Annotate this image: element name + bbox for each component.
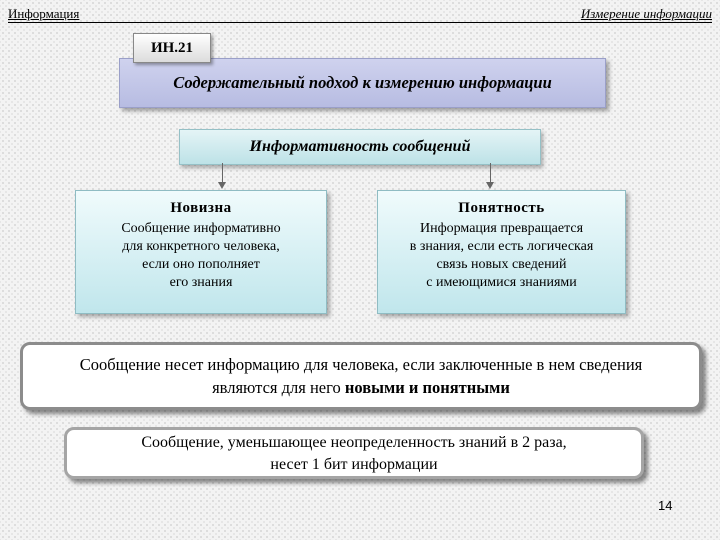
clarity-line: связь новых сведений xyxy=(436,257,567,272)
novelty-line: если оно пополняет xyxy=(142,257,260,272)
header-section-title: Информация xyxy=(8,6,80,21)
conclusion-prefix: являются для него xyxy=(212,378,345,397)
clarity-line: с имеющимися знаниями xyxy=(426,275,577,290)
conclusion-line-1: Сообщение несет информацию для человека, если заключенные в нем сведения xyxy=(79,355,643,374)
novelty-card xyxy=(75,190,327,314)
informativeness-box xyxy=(179,129,541,165)
clarity-title: Понятность xyxy=(458,200,545,216)
novelty-line: его знания xyxy=(169,275,233,290)
arrow-left-connector xyxy=(222,163,223,183)
novelty-description xyxy=(76,220,326,292)
bit-definition xyxy=(64,427,644,479)
conclusion-emphasis: новыми и понятными xyxy=(344,378,510,397)
novelty-title: Новизна xyxy=(170,200,232,216)
novelty-line: Сообщение информативно xyxy=(121,221,281,236)
bit-definition-line-1: Сообщение, уменьшающее неопределенность знаний в 2 раза, xyxy=(141,434,567,451)
arrow-right-connector xyxy=(490,163,491,183)
page-number: 14 xyxy=(658,498,673,513)
clarity-line: в знания, если есть логическая xyxy=(409,239,594,254)
slide-title-text: Содержательный подход к измерению информации xyxy=(173,73,552,92)
header-topic-title: Измерение информации xyxy=(580,6,712,21)
slide-code-badge: ИН.21 xyxy=(133,33,211,63)
bit-definition-line-2: несет 1 бит информации xyxy=(270,456,438,473)
clarity-card xyxy=(377,190,626,314)
conclusion-statement xyxy=(20,342,702,410)
informativeness-text: Информативность сообщений xyxy=(249,138,471,155)
clarity-line: Информация превращается xyxy=(419,221,584,236)
clarity-description xyxy=(378,220,625,292)
arrow-right-head xyxy=(486,182,494,189)
conclusion-line-2 xyxy=(23,376,699,399)
header-divider xyxy=(8,22,712,23)
arrow-left-head xyxy=(218,182,226,189)
novelty-line: для конкретного человека, xyxy=(122,239,280,254)
slide-title xyxy=(119,58,606,108)
